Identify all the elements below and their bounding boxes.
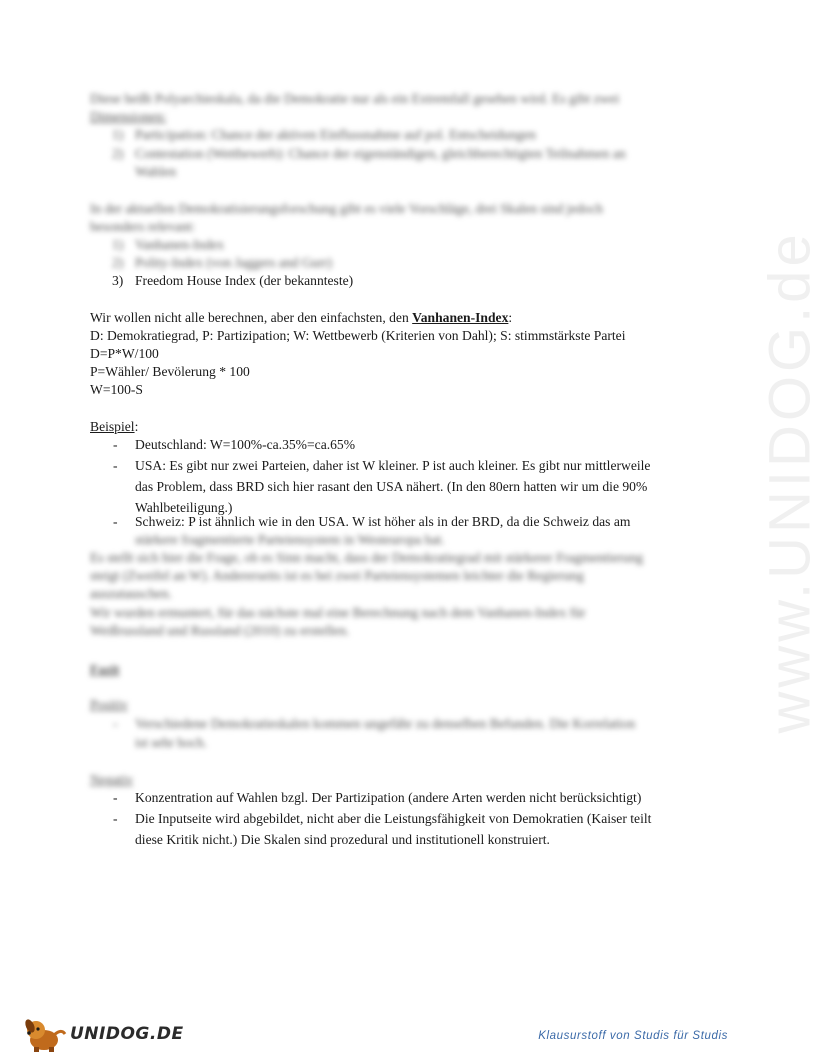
fazit-heading: Fazit [90, 662, 120, 677]
colon: : [134, 419, 139, 434]
calc-paragraph [90, 604, 710, 640]
positiv-heading: Positiv [90, 697, 128, 712]
negativ-item [135, 810, 715, 849]
research-line: besonders relevant: [90, 219, 196, 234]
scale-item: Polity-Index (von Jaggers and Gurr) [135, 255, 333, 270]
list-marker: 2) [112, 146, 124, 161]
vanhanen-intro-text: Wir wollen nicht alle berechnen, aber den einfachsten, den [90, 310, 413, 325]
formula: W=100-S [90, 382, 143, 397]
list-marker: 1) [112, 127, 124, 142]
dimension-item: Contestation (Wettbewerb): Chance der eigenständigen, gleichberechtigten Teilnahmen an [135, 146, 626, 161]
list-marker: 1) [112, 237, 124, 252]
intro-line: Diese heißt Polyarchieskala, da die Demokratie nur als ein Extremfall gesehen wird. Es gibt zwei [90, 91, 620, 106]
question-line: Es stellt sich hier die Frage, ob es Sinn macht, dass der Demokratiegrad mit stärkerer Fragmentierung [90, 550, 644, 565]
list-marker: 3) [112, 273, 124, 288]
footer-slogan: Klausurstoff von Studis für Studis [538, 1030, 728, 1042]
example-germany: Deutschland: W=100%-ca.35%=ca.65% [135, 437, 356, 452]
vanhanen-definition: D: Demokratiegrad, P: Partizipation; W: Wettbewerb (Kriterien von Dahl); S: stimmstärkste Partei [90, 328, 626, 343]
negativ-item-line: Die Inputseite wird abgebildet, nicht aber die Leistungsfähigkeit von Demokratien (Kaiser teilt [135, 811, 652, 826]
logo-text: UNIDOG.DE [70, 1024, 184, 1044]
question-line: steigt (Zweifel an W). Andererseits ist es bei zwei Parteiensystemen leichter die Regierung [90, 568, 584, 583]
scale-item: Vanhanen-Index [135, 237, 225, 252]
example-usa-line: Wahlbeteiligung.) [135, 500, 233, 515]
negativ-item: Konzentration auf Wahlen bzgl. Der Partizipation (andere Arten werden nicht berücksichtigt) [135, 790, 642, 805]
example-usa [135, 457, 715, 517]
research-paragraph [90, 200, 710, 236]
calc-line: Weißrussland und Russland (2010) zu erstellen. [90, 623, 350, 638]
research-line: In der aktuellen Demokratisierungsforschung gibt es viele Vorschläge, drei Skalen sind jedoch [90, 201, 603, 216]
question-line: auszutauschen. [90, 586, 172, 601]
scale-item: Freedom House Index (der bekannteste) [135, 273, 354, 288]
formula: P=Wähler/ Bevölerung * 100 [90, 364, 250, 379]
dimensions-label: Dimensionen: [90, 109, 167, 124]
dash-marker: - [113, 811, 118, 826]
list-marker: 2) [112, 255, 124, 270]
formula: D=P*W/100 [90, 346, 159, 361]
vanhanen-intro [90, 309, 710, 327]
example-usa-line: das Problem, dass BRD sich hier rasant den USA nähert. (In den 80ern hatten wir um die 90% [135, 479, 648, 494]
intro-paragraph [90, 90, 710, 126]
positiv-item: Verschiedene Demokratieskalen kommen ungefähr zu denselben Befunden. Die Korrelation [135, 716, 636, 731]
dog-mascot-icon [22, 1014, 68, 1054]
dash-marker: - [113, 514, 118, 529]
dimension-item-cont: Wahlen [135, 164, 177, 179]
colon: : [508, 310, 513, 325]
calc-line: Wir wurden ermuntert, für das nächste mal eine Berechnung nach dem Vanhanen-Index für [90, 605, 586, 620]
dash-marker: - [113, 790, 118, 805]
unidog-logo[interactable] [22, 1014, 202, 1054]
dimension-item: Participation: Chance der aktiven Einflussnahme auf pol. Entscheidungen [135, 127, 536, 142]
example-switzerland: Schweiz: P ist ähnlich wie in den USA. W ist höher als in der BRD, da die Schweiz das am [135, 514, 631, 529]
dash-marker: - [113, 458, 118, 473]
beispiel-label: Beispiel [90, 419, 135, 434]
negativ-heading: Negativ [90, 772, 134, 787]
watermark: www.UNIDOG.de [757, 230, 823, 734]
positiv-item-cont: ist sehr hoch. [135, 735, 208, 750]
beispiel-heading [90, 418, 710, 436]
question-paragraph [90, 549, 710, 603]
dash-marker: - [113, 716, 118, 731]
dash-marker: - [113, 437, 118, 452]
negativ-item-line: diese Kritik nicht.) Die Skalen sind prozedural und institutionell konstruiert. [135, 832, 550, 847]
example-usa-line: USA: Es gibt nur zwei Parteien, daher ist W kleiner. P ist auch kleiner. Es gibt nur mittlerweile [135, 458, 651, 473]
example-switzerland-cont: stärkere fragmentierte Parteiensystem in Westeuropa hat. [135, 532, 445, 547]
vanhanen-index-term: Vanhanen-Index [412, 310, 509, 325]
